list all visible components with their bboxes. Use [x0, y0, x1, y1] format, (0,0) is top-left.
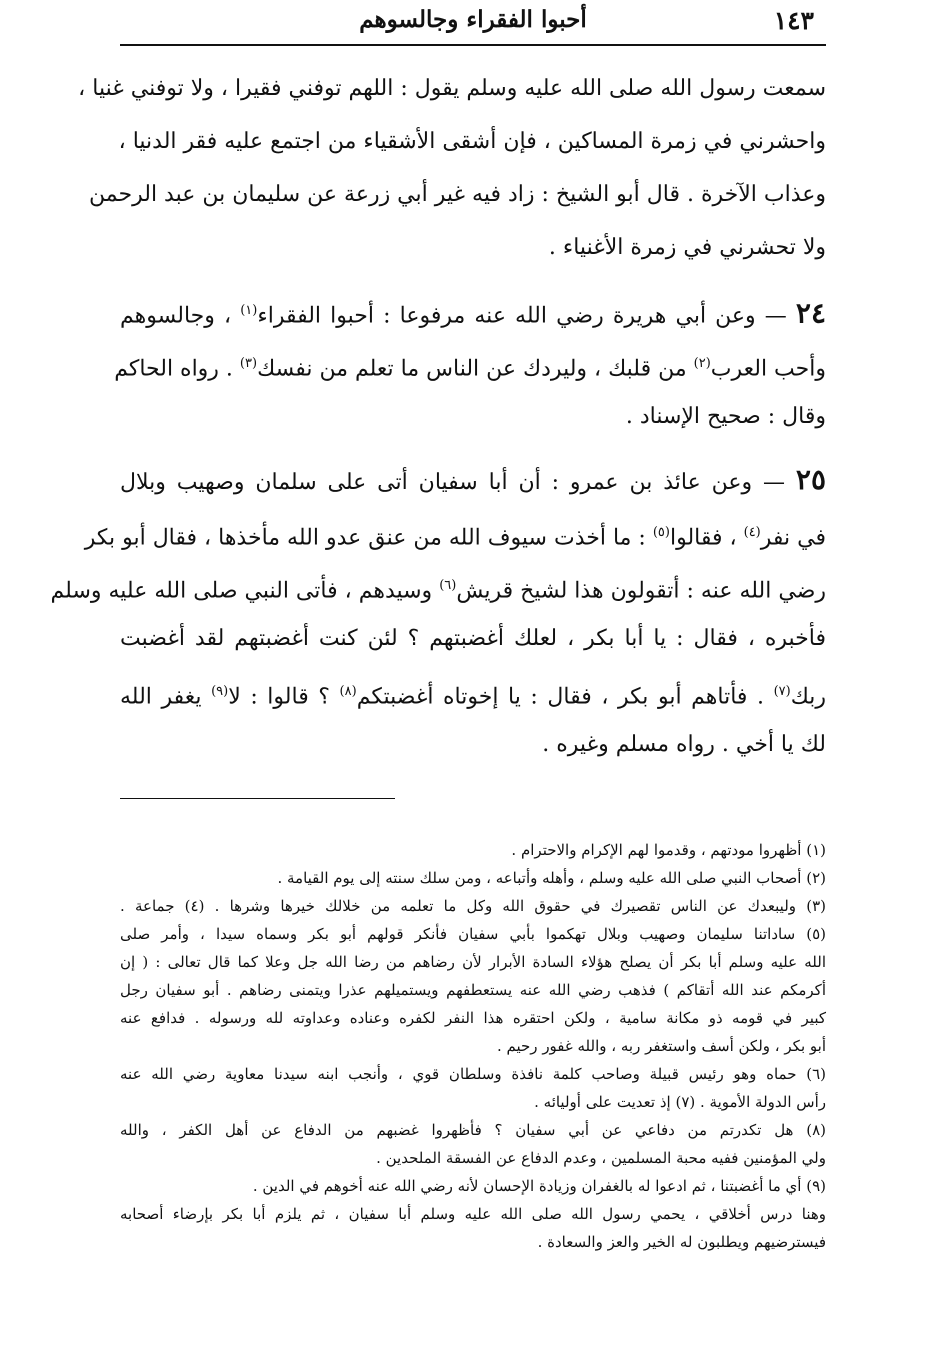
- footnotes: [120, 836, 826, 1256]
- footnote-ref: (٢): [693, 356, 711, 371]
- footnote-line: رأس الدولة الأموية . (٧) إذ تعديت على أوليائه .: [534, 1093, 826, 1111]
- text-line: ولا تحشرني في زمرة الأغنياء .: [548, 235, 826, 260]
- footnote-line: (٦) حماه وهو رئيس قبيلة وصاحب كلمة نافذة وسلطان قوي ، وأنجب ابنه سيدنا معاوية رضي الله عنه: [120, 1065, 826, 1083]
- text-span: . رواه الحاكم: [114, 356, 233, 382]
- text-span: ، وجالسوهم: [120, 303, 232, 329]
- footnote-ref: (٨): [339, 684, 357, 699]
- footnote-line: وهنا درس أخلاقي ، يحمي رسول الله صلى الله عليه وسلم أبا سفيان ، ثم يلزم أبا بكر بإرضاء أصحابه: [120, 1205, 826, 1223]
- text-span: رضي الله عنه : أتقولون هذا لشيخ قريش: [456, 578, 826, 604]
- footnote-ref: (٩): [211, 684, 229, 699]
- text-span: — وعن أبي هريرة رضي الله عنه مرفوعا : أحبوا الفقراء: [257, 303, 787, 329]
- text-line: وقال : صحيح الإسناد .: [625, 404, 826, 429]
- text-span: ؟ قالوا : لا: [228, 684, 330, 710]
- text-span: من قلبك ، وليردك عن الناس ما تعلم من نفسك: [257, 356, 687, 382]
- footnote-ref: (١): [240, 303, 258, 318]
- text-line: [84, 506, 826, 559]
- text-line: وعذاب الآخرة . قال أبو الشيخ : زاد فيه غير أبي زرعة عن سليمان بن عبد الرحمن: [89, 182, 826, 207]
- footnote-line: (٣) وليبعدك عن الناس تقصيرك في حقوق الله وكل ما تعلمه من خلالك خيرها وشرها . (٤) جماعة .: [120, 897, 826, 915]
- text-span: . فأتاهم أبو بكر ، فقال : يا إخوتاه أغضبتكم: [356, 684, 764, 710]
- footnote-line: الله عليه وسلم أبا بكر أن يصلح هؤلاء السادة الأبرار لأن رضاهم من رضا الله جل وعلا كما قال تعالى : ( إن: [120, 953, 826, 971]
- footnote-line: (١) أظهروا مودتهم ، وقدموا لهم الإكرام والاحترام .: [511, 841, 826, 859]
- hadith-number: ٢٤: [795, 296, 826, 330]
- text-line: [114, 337, 826, 390]
- main-text: [50, 62, 827, 771]
- text-span: وأحب العرب: [710, 356, 826, 382]
- text-span: : ما أخذت سيوف الله من عنق عدو الله مأخذها ، فقال أبو بكر: [84, 525, 646, 551]
- running-title: أحبوا الفقراء وجالسوهم: [359, 6, 587, 33]
- footnote-line: كبير في قومه ذو مكانة سامية ، ولكن احتقره هذا النفر لكفره وعناده وعداوته لله ورسوله . فدافع عنه: [120, 1009, 826, 1027]
- text-line: [120, 665, 826, 718]
- footnote-line: (٥) ساداتنا سليمان وصهيب وبلال تهكموا بأبي سفيان فأنكر قولهم أبو بكر وسماه سيدا ، وأمر صلى: [120, 925, 826, 943]
- text-line: سمعت رسول الله صلى الله عليه وسلم يقول : اللهم توفني فقيرا ، ولا توفني غنيا ،: [78, 76, 826, 101]
- text-line: فأخبره ، فقال : يا أبا بكر ، لعلك أغضبتهم ؟ لئن كنت أغضبتهم لقد أغضبت: [120, 626, 826, 651]
- hadith-number: ٢٥: [795, 463, 826, 496]
- footnote-ref: (٤): [743, 525, 761, 540]
- text-span: يغفر الله: [120, 684, 202, 710]
- page-number: ١٤٣: [773, 6, 814, 35]
- hadith-25-line: [120, 453, 826, 506]
- page-header: [120, 4, 826, 46]
- footnote-line: فيسترضيهم ويطلبون له الخير والعز والسعادة .: [537, 1233, 826, 1251]
- footnote-ref: (٥): [652, 525, 670, 540]
- footnote-line: (٩) أي ما أغضبتنا ، ثم ادعوا له بالغفران وزيادة الإحسان لأنه رضي الله عنه أخوهم في الدين .: [252, 1177, 826, 1195]
- text-line: واحشرني في زمرة المساكين ، فإن أشقى الأشقياء من اجتمع عليه فقر الدنيا ،: [118, 129, 826, 154]
- hadith-24-line: [120, 284, 826, 337]
- footnote-line: (٨) هل تكدرتم من دفاعي عن أبي سفيان ؟ فأظهروا غضبهم من الدفاع عن أهل الكفر ، والله: [120, 1121, 826, 1139]
- text-span: ، فقالوا: [669, 525, 737, 551]
- footnote-divider: [120, 798, 395, 799]
- text-line: لك يا أخي . رواه مسلم وغيره .: [542, 732, 826, 757]
- text-span: — وعن عائذ بن عمرو : أن أبا سفيان أتى على سلمان وصهيب وبلال: [120, 470, 786, 495]
- footnote-line: ولي المؤمنين ففيه محبة المسلمين ، وعدم الدفاع عن الفسقة الملحدين .: [376, 1149, 826, 1167]
- text-span: وسيدهم ، فأتى النبي صلى الله عليه وسلم: [50, 578, 433, 604]
- footnote-ref: (٦): [439, 578, 457, 593]
- footnote-ref: (٣): [239, 356, 258, 371]
- footnote-line: أبو بكر ، ولكن أسف واستغفر ربه ، والله غفور رحيم .: [496, 1037, 826, 1055]
- text-span: ربك: [790, 684, 827, 710]
- footnote-ref: (٧): [773, 684, 791, 699]
- text-line: [50, 559, 826, 612]
- footnote-line: أكرمكم عند الله أتقاكم ) فذهب رضي الله عنه يستعطفهم ويستميلهم عذرا ويتمنى رضاهم . أبو سفيان رجل: [120, 981, 826, 999]
- footnote-line: (٢) أصحاب النبي صلى الله عليه وسلم ، وأهله وأتباعه ، ومن سلك سنته إلى يوم القيامة .: [277, 869, 826, 887]
- text-span: في نفر: [760, 525, 826, 551]
